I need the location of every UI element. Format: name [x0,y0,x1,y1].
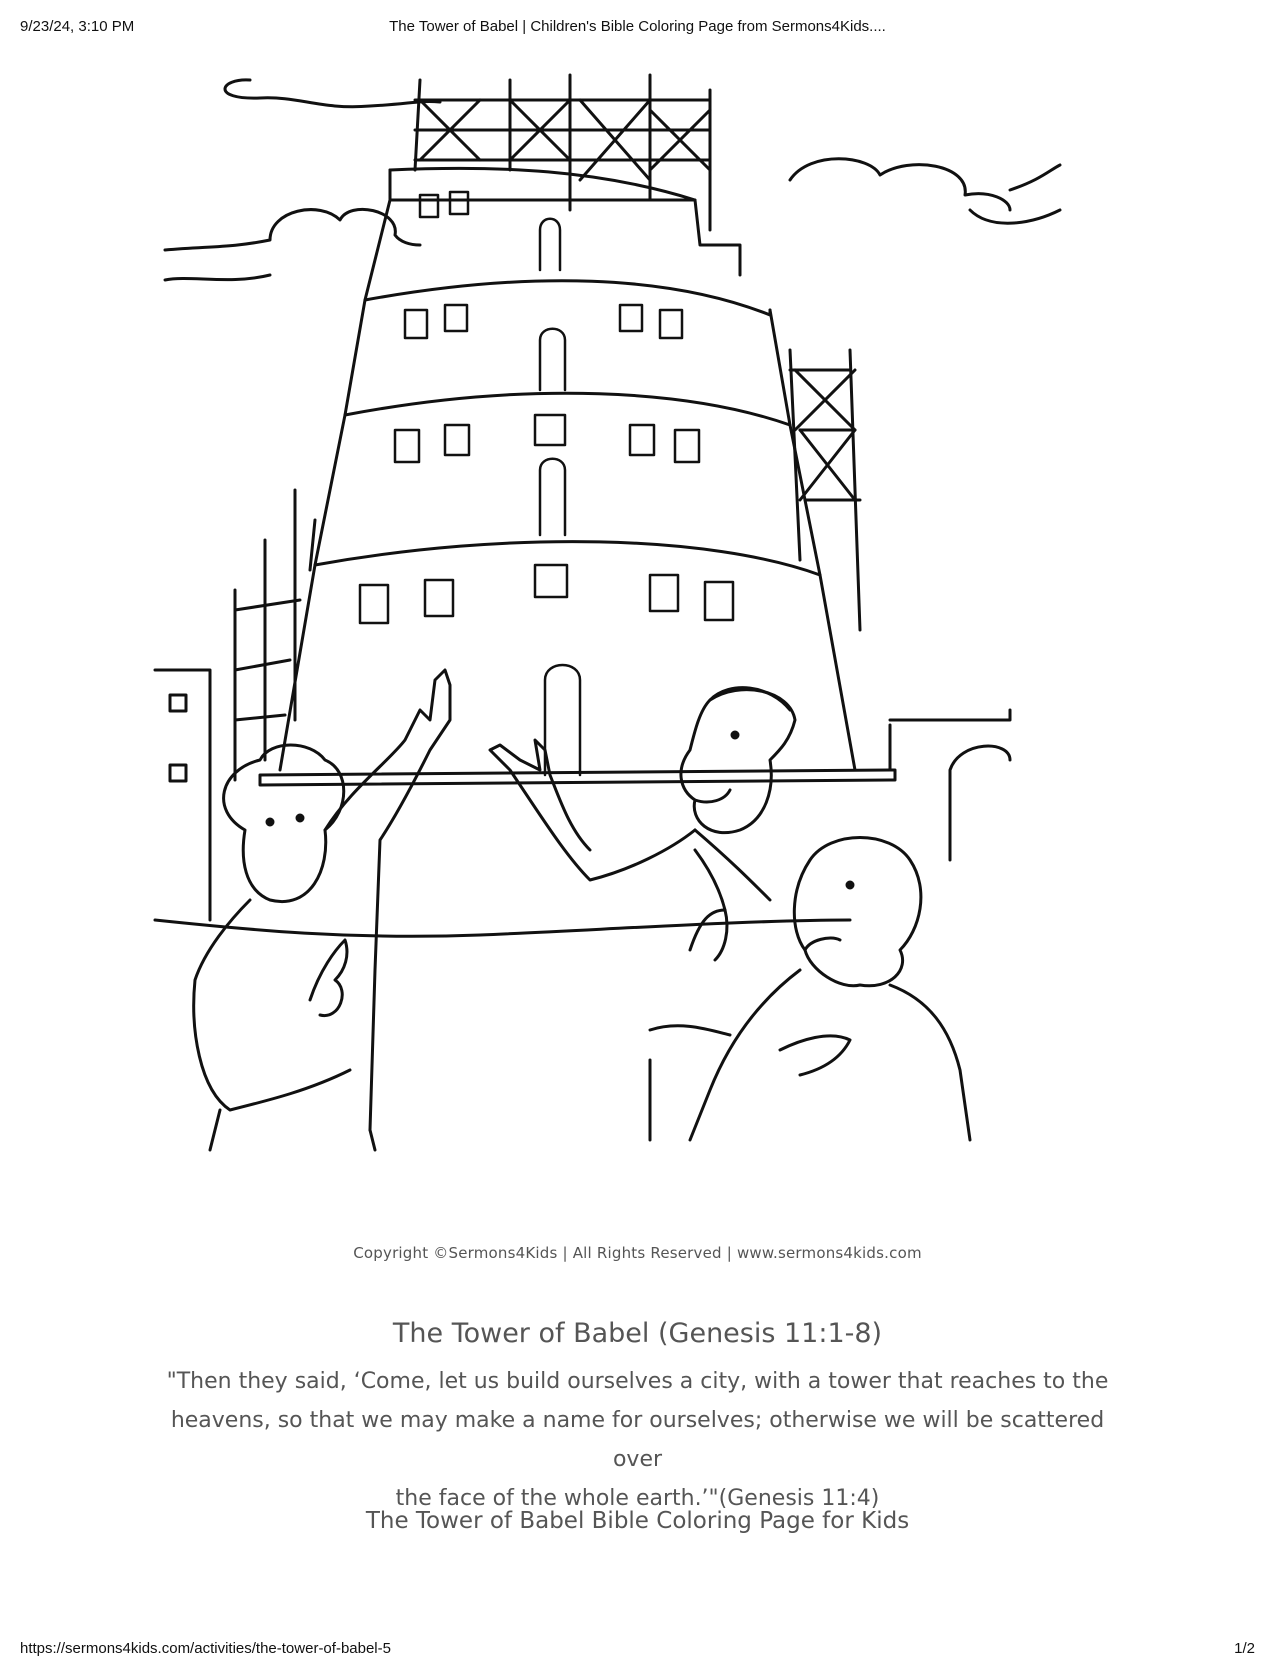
caption-title: The Tower of Babel (Genesis 11:1-8) [392,1318,883,1349]
page-number: 1/2 [1234,1640,1255,1657]
top-scaffolding [415,75,710,230]
print-page-title: The Tower of Babel | Children's Bible Coloring Page from Sermons4Kids.... [389,18,886,35]
figure-left [194,670,450,1150]
copyright-notice: Copyright ©Sermons4Kids | All Rights Reserved | www.sermons4kids.com [353,1244,922,1262]
quote-line: the face of the whole earth.’"(Genesis 11:4) [395,1486,880,1511]
cloud-left [165,209,420,280]
tower-body [260,168,895,785]
city-walls [155,670,1010,936]
scripture-quote [150,1362,1125,1518]
quote-line: "Then they said, ‘Come, let us build ourselves a city, with a tower that reaches to the [166,1369,1109,1394]
cloud-top-left [225,80,440,107]
tower-of-babel-illustration [150,70,1110,1240]
cloud-right [790,159,1060,223]
quote-line: heavens, so that we may make a name for ourselves; otherwise we will be scattered over [170,1408,1105,1472]
caption-subtitle: The Tower of Babel Bible Coloring Page for Kids [365,1508,910,1534]
print-url: https://sermons4kids.com/activities/the-tower-of-babel-5 [20,1640,391,1657]
print-date: 9/23/24, 3:10 PM [20,18,135,35]
figure-middle [490,688,795,1140]
figure-right [690,838,970,1141]
